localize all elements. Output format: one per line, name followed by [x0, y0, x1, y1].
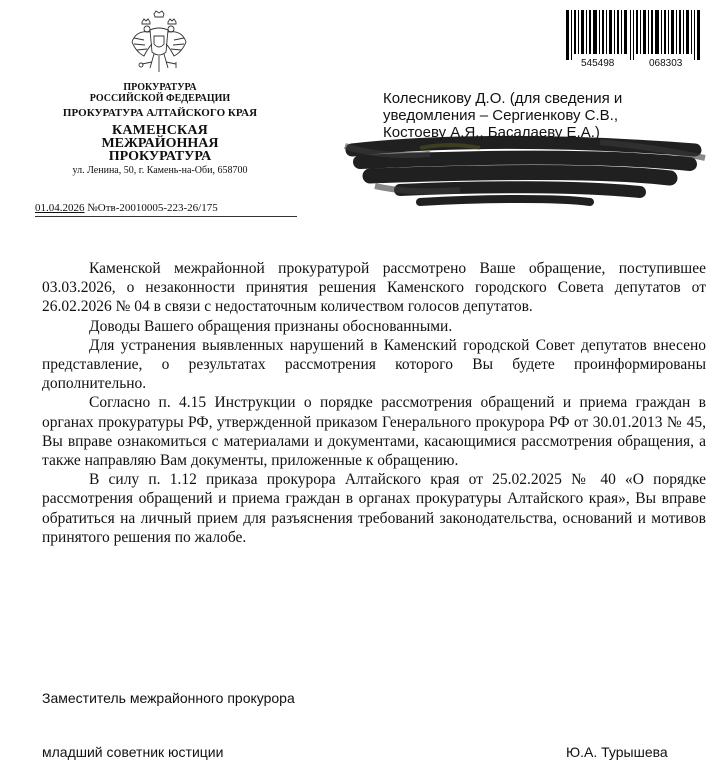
signature-rank: младший советник юстиции [42, 744, 224, 760]
double-headed-eagle-emblem [128, 8, 190, 80]
reference-number: №Отв-20010005-223-26/175 [87, 202, 218, 214]
reference-line [35, 202, 297, 214]
body-paragraph: Согласно п. 4.15 Инструкции о порядке рассмотрения обращений и приема граждан в органах прокуратуры РФ, утвержденной приказом Генерального прокурора РФ от 30.01.2013 № 45, Вы вправе ознакомиться с материалами и документами, касающимися рассмотрения обращения, а также направляю Вам документы, приложенные к обращению. [42, 394, 706, 470]
redaction-scribble [340, 128, 710, 210]
letterhead-line-mezhrayonnaya: МЕЖРАЙОННАЯ [101, 136, 219, 151]
letterhead-line-kamenskaya: КАМЕНСКАЯ [112, 123, 208, 138]
barcode-number-left: 545498 [581, 58, 615, 69]
barcode-icon [566, 10, 702, 60]
body-paragraph: Доводы Вашего обращения признаны обоснованными. [89, 317, 453, 335]
body-paragraph: Для устранения выявленных нарушений в Каменский городской Совет депутатов внесено представление, о результатах рассмотрения которого Вы будете проинформированы дополнительно. [42, 336, 706, 393]
letterhead-address: ул. Ленина, 50, г. Камень-на-Оби, 658700 [72, 165, 248, 176]
signature-position: Заместитель межрайонного прокурора [42, 690, 295, 706]
letterhead-line-prokuratura: ПРОКУРАТУРА [123, 82, 197, 93]
addressee-block: Колесникову Д.О. (для сведения и уведомления – Сергиенкову С.В., Костоеву А.Я., Басалаеву Е.А.) [383, 90, 623, 141]
letterhead-line-prokuratura-2: ПРОКУРАТУРА [108, 149, 212, 164]
reference-date: 01.04.2026 [35, 202, 85, 214]
barcode-number-right: 068303 [649, 58, 683, 69]
letterhead-line-rf: РОССИЙСКОЙ ФЕДЕРАЦИИ [89, 93, 231, 104]
reference-underline [35, 216, 297, 217]
letterhead-line-regional: ПРОКУРАТУРА АЛТАЙСКОГО КРАЯ [62, 107, 258, 119]
body-paragraph: Каменской межрайонной прокуратурой рассмотрено Ваше обращение, поступившее 03.03.2026, о незаконности принятия решения Каменского городского Совета депутатов от 26.02.2026 № 04 в связи с недостаточным количеством голосов депутатов. [42, 260, 706, 316]
body-paragraph: В силу п. 1.12 приказа прокурора Алтайского края от 25.02.2025 № 40 «О порядке рассмотрения обращений и приема граждан в органах прокуратуры Алтайского края», Вы вправе обратиться на личный прием для разъяснения требований законодательства, оснований и мотивов принятого решения по жалобе. [42, 471, 706, 546]
signature-name: Ю.А. Турышева [566, 744, 668, 760]
letter-body [42, 259, 706, 547]
